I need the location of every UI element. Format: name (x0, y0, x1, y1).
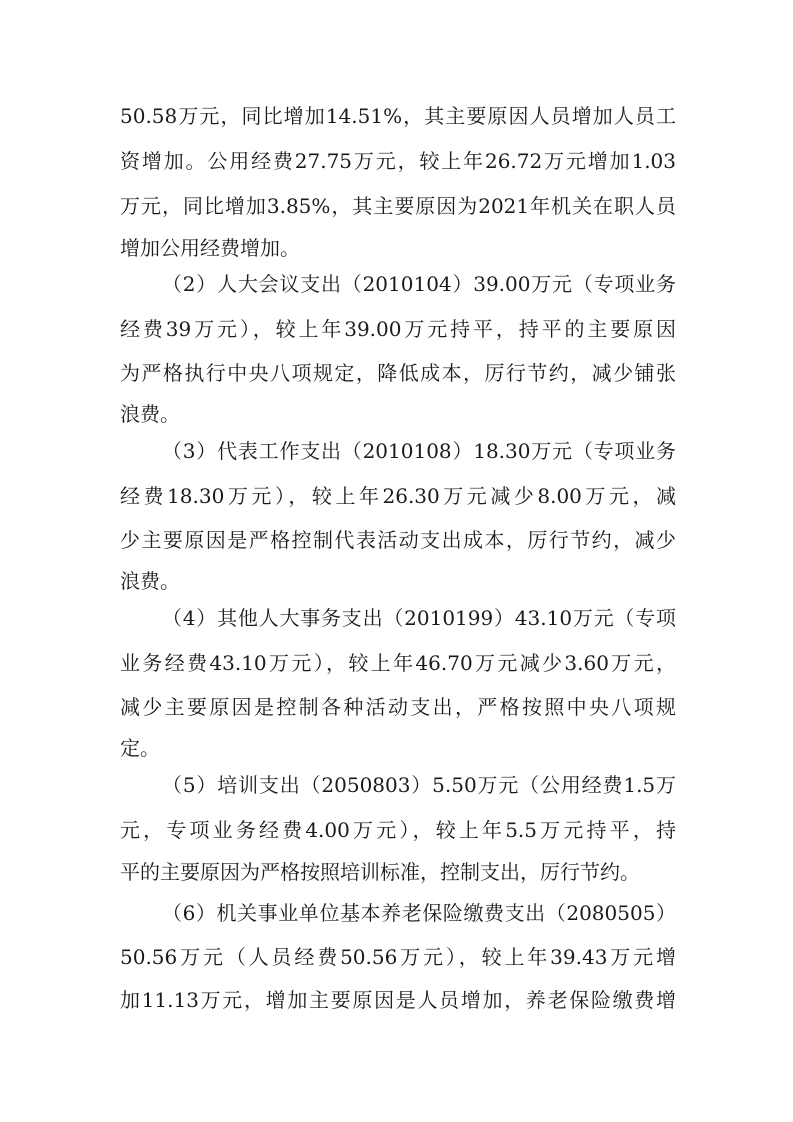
paragraph-heading-3: （3）代表工作支出（2010108）18.30万元（专项业务 (162, 439, 676, 463)
text-line: 平的主要原因为严格按照培训标准，控制支出，厉行节约。 (120, 860, 640, 884)
paragraph-heading-6: （6）机关事业单位基本养老保险缴费支出（2080505） (162, 901, 676, 925)
text-line: 定。 (120, 736, 160, 760)
text-line: 减少主要原因是控制各种活动支出，严格按照中央八项规 (120, 695, 676, 719)
paragraph-heading-2: （2）人大会议支出（2010104）39.00万元（专项业务 (162, 272, 676, 296)
text-line: 增加公用经费增加。 (120, 236, 300, 260)
text-line: 业务经费43.10万元），较上年46.70万元减少3.60万元， (120, 651, 676, 675)
text-line: 万元，同比增加3.85%，其主要原因为2021年机关在职人员 (120, 194, 676, 218)
text-line: 浪费。 (120, 402, 180, 426)
text-line: 资增加。公用经费27.75万元，较上年26.72万元增加1.03 (120, 149, 676, 173)
text-line: 浪费。 (120, 569, 180, 593)
text-line: 50.56万元（人员经费50.56万元），较上年39.43万元增 (120, 945, 676, 969)
text-line: 50.58万元，同比增加14.51%，其主要原因人员增加人员工 (120, 104, 676, 128)
text-line: 经费18.30万元），较上年26.30万元减少8.00万元，减 (120, 484, 676, 508)
text-line: 少主要原因是严格控制代表活动支出成本，厉行节约，减少 (120, 528, 676, 552)
text-line: 加11.13万元，增加主要原因是人员增加，养老保险缴费增 (120, 988, 676, 1012)
text-line: 为严格执行中央八项规定，降低成本，厉行节约，减少铺张 (120, 361, 676, 385)
paragraph-heading-5: （5）培训支出（2050803）5.50万元（公用经费1.5万 (162, 773, 676, 797)
text-line: 元，专项业务经费4.00万元），较上年5.5万元持平，持 (120, 818, 676, 842)
paragraph-heading-4: （4）其他人大事务支出（2010199）43.10万元（专项 (162, 606, 676, 630)
text-line: 经费39万元），较上年39.00万元持平，持平的主要原因 (120, 317, 676, 341)
